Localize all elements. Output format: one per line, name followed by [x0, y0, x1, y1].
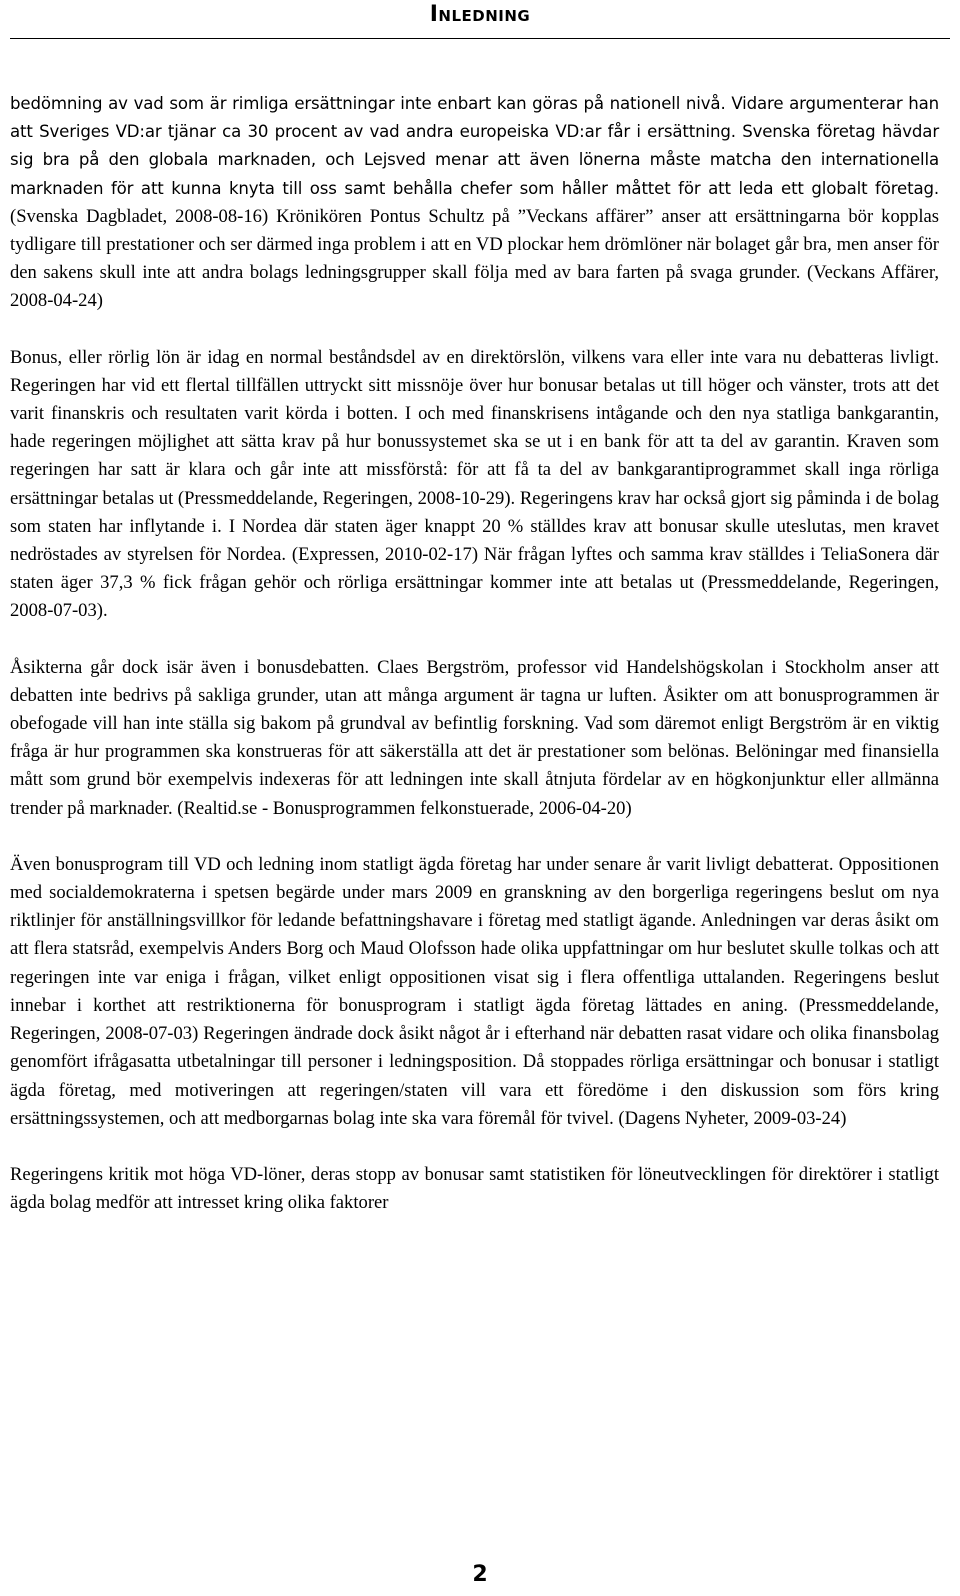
page-header: [10, 0, 950, 39]
page-number: 2: [472, 1562, 488, 1587]
paragraph-1: [10, 90, 939, 316]
paragraph-1-serif-text: (Svenska Dagbladet, 2008-08-16) Krönikören Pontus Schultz på ”Veckans affärer” anser att ersättningarna bör kopplas tydligare till prestationer och ser därmed inga problem i att en VD plockar hem drömlöner när bolaget går bra, men anser för den sakens skull inte att andra bolags ledningsgrupper skall följa med av bara farten på svaga grunder. (Veckans Affärer, 2008-04-24): [10, 205, 939, 312]
chapter-title: Inledning: [429, 2, 531, 27]
paragraph-2: Bonus, eller rörlig lön är idag en normal beståndsdel av en direktörslön, vilkens vara eller inte vara nu debatteras livligt. Regeringen har vid ett flertal tillfällen uttryckt sitt missnöje över hur bonusar betalas ut till höger och vänster, trots att det varit finanskris och resultaten varit körda i botten. I och med finanskrisens intågande och den nya statliga bankgarantin, hade regeringen möjlighet att sätta krav på hur bonussystemet ska se ut i en bank för att ta del av garantin. Kraven som regeringen har satt är klara och går inte att missförstå: för att få ta del av bankgarantiprogrammet skall inga rörliga ersättningar betalas ut (Pressmeddelande, Regeringen, 2008-10-29). Regeringens krav har också gjort sig påminda i de bolag som staten har inflytande i. I Nordea där staten äger knappt 20 % ställdes krav att bonusar skulle uteslutas, men kravet nedröstades av styrelsen för Nordea. (Expressen, 2010-02-17) När frågan lyftes och samma krav ställdes i TeliaSonera där staten äger 37,3 % fick frågan gehör och rörliga ersättningar kommer inte att betalas ut (Pressmeddelande, Regeringen, 2008-07-03).: [10, 346, 939, 622]
body-text: [10, 90, 939, 1217]
paragraph-5: Regeringens kritik mot höga VD-löner, deras stopp av bonusar samt statistiken för löneutvecklingen för direktörer i statligt ägda bolag medför att intresset kring olika faktorer: [10, 1163, 939, 1214]
paragraph-3: Åsikterna går dock isär även i bonusdebatten. Claes Bergström, professor vid Handelshögskolan i Stockholm anser att debatten inte bedrivs på sakliga grunder, utan att många argument är tagna ur luften. Åsikter om att bonusprogrammen är obefogade vill han inte ställa sig bakom på grundval av befintlig forskning. Vad som däremot enligt Bergström är en viktig fråga är hur programmen ska konstrueras för att säkerställa att det är prestationer som belönas. Belöningar med finansiella mått som grund bör exempelvis indexeras för att ledningen inte skall åtnjuta fördelar av en högkonjunktur eller allmänna trender på marknader. (Realtid.se - Bonusprogrammen felkonstuerade, 2006-04-20): [10, 656, 939, 819]
paragraph-4: Även bonusprogram till VD och ledning inom statligt ägda företag har under senare år varit livligt debatterat. Oppositionen med socialdemokraterna i spetsen begärde under mars 2009 en granskning av den borgerliga regeringens beslut om nya riktlinjer för anställningsvillkor för ledande befattningshavare i företag med statligt ägande. Anledningen var deras åsikt om att flera statsråd, exempelvis Anders Borg och Maud Olofsson hade olika uppfattningar om hur beslutet skulle tolkas och att regeringen inte var eniga i frågan, vilket enligt oppositionen visat sig i flera offentliga uttalanden. Regeringens beslut innebar i korthet att restriktionerna för bonusprogram i statligt ägda företag lättades en aning. (Pressmeddelande, Regeringen, 2008-07-03) Regeringen ändrade dock åsikt något år i efterhand när debatten rasat vidare och olika finansbolag genomfört ifrågasatta utbetalningar till personer i ledningsposition. Då stoppades rörliga ersättningar och bonusar i statligt ägda företag, med motiveringen att regeringen/staten vill vara ett föredöme i den diskussion som förs kring ersättningssystemen, och att medborgarnas bolag inte ska vara föremål för tvivel. (Dagens Nyheter, 2009-03-24): [10, 853, 939, 1129]
paragraph-1-sans-text: bedömning av vad som är rimliga ersättningar inte enbart kan göras på nationell nivå. Vidare argumenterar han att Sveriges VD:ar tjänar ca 30 procent av vad andra europeiska VD:ar får i ersättning. Svenska företag hävdar sig bra på den globala marknaden, och Lejsved menar att även lönerna måste matcha den internationella marknaden för att kunna knyta till oss samt behålla chefer som håller måttet för att leda ett globalt företag.: [10, 94, 939, 198]
